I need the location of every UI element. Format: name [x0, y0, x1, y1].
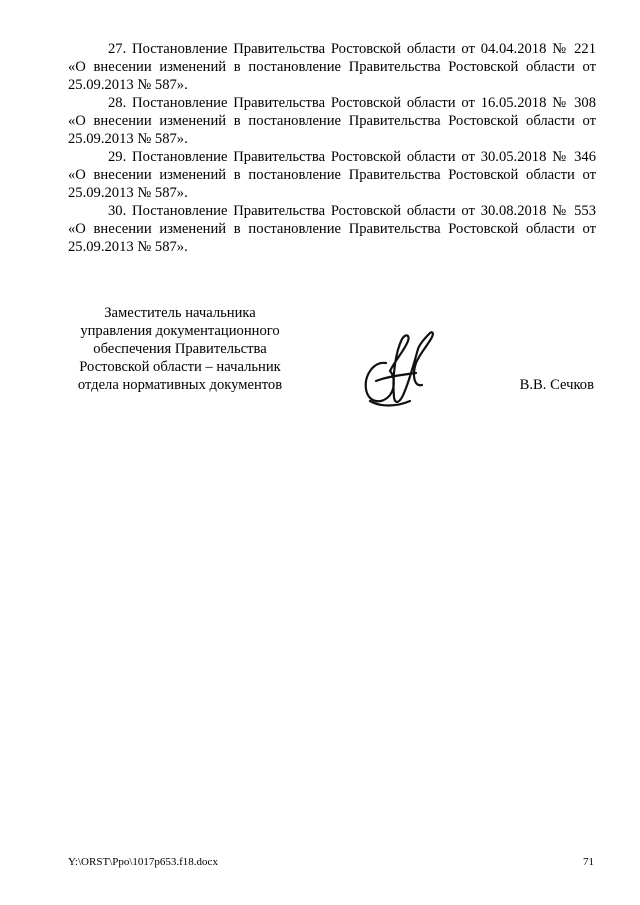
signatory-title-line: Ростовской области – начальник [79, 359, 281, 375]
signatory-title-line: отдела нормативных документов [77, 377, 283, 393]
document-list [68, 40, 596, 256]
signatory-title-line: Заместитель начальника [104, 305, 256, 321]
list-item-text: 30. Постановление Правительства Ростовской области от 30.08.2018 № 553 «О внесении изменений в постановление Правительства Ростовской области от 25.09.2013 № 587». [68, 203, 596, 255]
signatory-title-line: обеспечения Правительства [93, 341, 267, 357]
list-item-text: 29. Постановление Правительства Ростовской области от 30.05.2018 № 346 «О внесении изменений в постановление Правительства Ростовской области от 25.09.2013 № 587». [68, 149, 596, 201]
list-item [68, 40, 596, 94]
page-number: 71 [583, 856, 594, 868]
handwritten-signature-icon [356, 323, 438, 413]
list-item [68, 202, 596, 256]
list-item [68, 148, 596, 202]
list-item-text: 27. Постановление Правительства Ростовской области от 04.04.2018 № 221 «О внесении изменений в постановление Правительства Ростовской области от 25.09.2013 № 587». [68, 41, 596, 93]
footer-file-path: Y:\ORST\Ppo\1017p653.f18.docx [68, 856, 218, 868]
signatory-title [60, 304, 300, 394]
signatory-name: В.В. Сечков [519, 377, 594, 393]
list-item [68, 94, 596, 148]
list-item-text: 28. Постановление Правительства Ростовской области от 16.05.2018 № 308 «О внесении изменений в постановление Правительства Ростовской области от 25.09.2013 № 587». [68, 95, 596, 147]
signatory-title-line: управления документационного [80, 323, 280, 339]
signatory-title-block [60, 304, 300, 394]
